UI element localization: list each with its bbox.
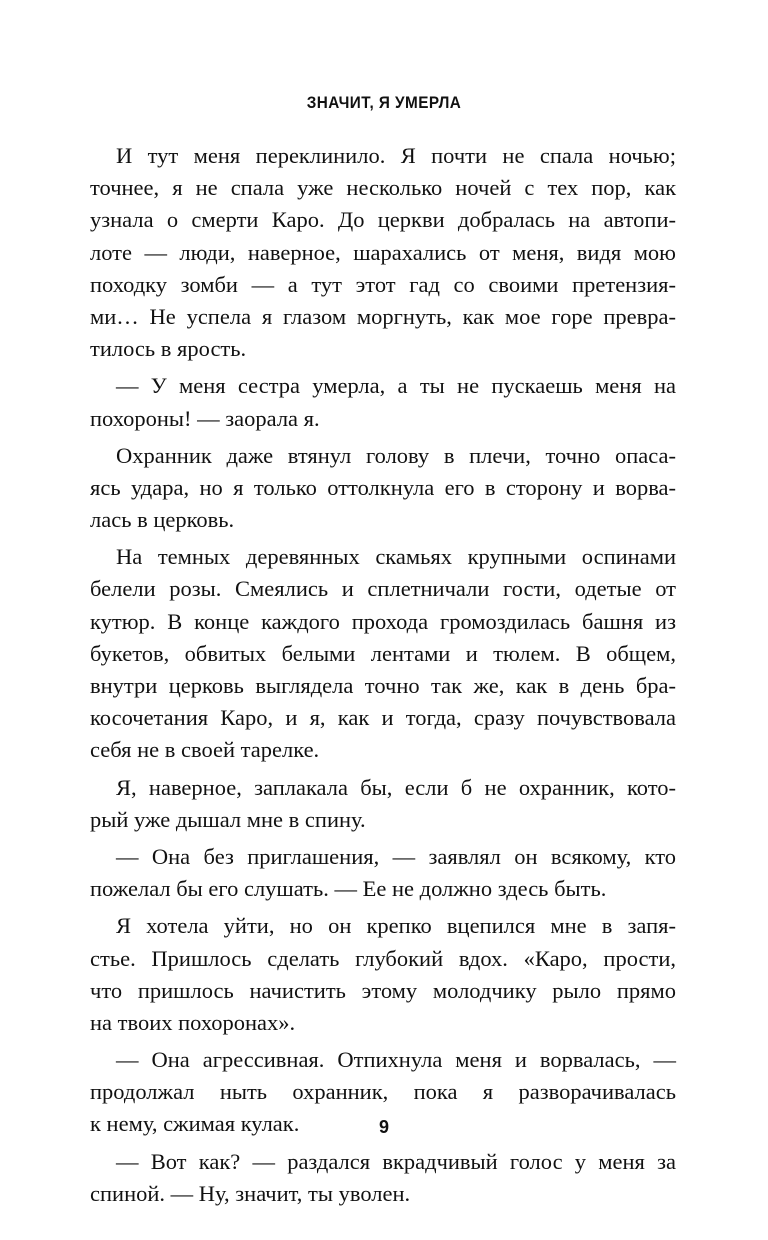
text-line: И тут меня переклинило. Я почти не спала ночью; (116, 143, 676, 168)
text-line: пожелал бы его слушать. — Ее не должно здесь быть. (90, 876, 607, 902)
text-line: спиной. — Ну, значит, ты уволен. (90, 1180, 411, 1206)
text-line: букетов, обвитых белыми лентами и тюлем. В общем, (90, 640, 676, 666)
paragraph (90, 910, 676, 1039)
text-line: походку зомби — а тут этот гад со своими претензия- (90, 271, 676, 297)
text-line: — Она без приглашения, — заявлял он всякому, кто (116, 843, 676, 869)
paragraph (90, 1146, 676, 1210)
text-line: внутри церковь выглядела точно так же, как в день бра- (90, 673, 676, 698)
text-line: белели розы. Смеялись и сплетничали гости, одетые от (90, 576, 676, 602)
paragraph (90, 440, 676, 537)
text-line: себя не в своей тарелке. (90, 737, 320, 763)
text-line: точнее, я не спала уже несколько ночей с тех пор, как (90, 175, 676, 201)
paragraph (90, 541, 676, 766)
text-line: рый уже дышал мне в спину. (90, 806, 366, 832)
text-line: продолжал ныть охранник, пока я разворачивалась (90, 1079, 676, 1105)
text-line: ми… Не успела я глазом моргнуть, как мое горе превра- (90, 303, 676, 329)
text-line: похороны! — заорала я. (90, 405, 320, 431)
paragraph (90, 841, 676, 905)
text-line: лоте — люди, наверное, шарахались от меня, видя мою (90, 239, 676, 265)
text-line: узнала о смерти Каро. До церкви добралась на автопи- (90, 207, 676, 233)
text-line: косочетания Каро, и я, как и тогда, сразу почувствовала (90, 705, 676, 731)
text-line: стье. Пришлось сделать глубокий вдох. «Каро, прости, (90, 945, 676, 971)
text-line: на твоих похоронах». (90, 1009, 296, 1035)
body-text (90, 140, 676, 1210)
paragraph (90, 772, 676, 836)
running-title: ЗНАЧИТ, Я УМЕРЛА (306, 93, 462, 112)
text-line: — Она агрессивная. Отпихнула меня и ворвалась, — (116, 1047, 676, 1073)
text-line: На темных деревянных скамьях крупными оспинами (116, 544, 676, 570)
text-line: ясь удара, но я только оттолкнула его в сторону и ворва- (90, 474, 676, 500)
text-line: лась в церковь. (90, 507, 235, 533)
text-line: Я хотела уйти, но он крепко вцепился мне в запя- (116, 913, 676, 939)
text-line: Охранник даже втянул голову в плечи, точно опаса- (116, 442, 676, 468)
text-line: — Вот как? — раздался вкрадчивый голос у меня за (116, 1148, 676, 1174)
text-line: к нему, сжимая кулак. (90, 1111, 300, 1137)
paragraph (90, 140, 676, 365)
text-line: Я, наверное, заплакала бы, если б не охранник, кото- (116, 774, 676, 800)
text-line: тилось в ярость. (90, 336, 247, 362)
text-line: — У меня сестра умерла, а ты не пускаешь меня на (116, 373, 676, 399)
paragraph (90, 370, 676, 434)
page-number: 9 (378, 1117, 389, 1137)
text-line: что пришлось начистить этому молодчику рыло прямо (90, 977, 676, 1003)
text-line: кутюр. В конце каждого прохода громоздилась башня из (90, 608, 676, 634)
